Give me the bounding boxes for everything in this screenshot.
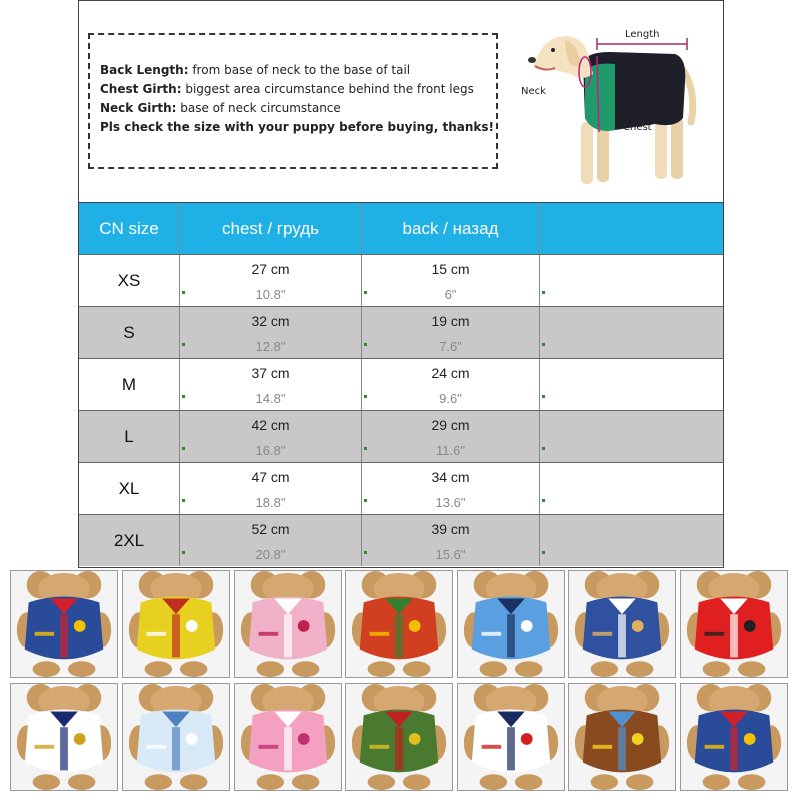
chest-cm: 47 cm [251, 469, 290, 485]
chest-cm: 52 cm [251, 521, 290, 537]
empty-cell [540, 307, 723, 358]
size-label: M [79, 359, 180, 410]
product-thumbnail-sailor-shirt[interactable] [457, 683, 565, 791]
neck-girth-text: base of neck circumstance [176, 101, 341, 115]
back-cm: 34 cm [431, 469, 470, 485]
product-thumbnail-sheriff-shirt[interactable] [10, 570, 118, 678]
product-thumbnail-firefighter-shirt[interactable] [122, 570, 230, 678]
chest-cm: 27 cm [251, 261, 290, 277]
chest-cell [180, 359, 362, 410]
table-row [79, 462, 723, 514]
table-row [79, 306, 723, 358]
size-label: S [79, 307, 180, 358]
back-cm: 15 cm [431, 261, 470, 277]
product-thumbnail-nurse-shirt[interactable] [234, 683, 342, 791]
dog-shirt-icon [346, 684, 452, 790]
dog-shirt-icon [681, 571, 787, 677]
product-thumbnail-captain-shirt[interactable] [10, 683, 118, 791]
back-cm: 29 cm [431, 417, 470, 433]
chest-cell [180, 411, 362, 462]
neck-girth-line [100, 99, 494, 118]
header-chest: chest / грудь [180, 203, 362, 254]
product-thumbnail-pirate-shirt[interactable] [568, 683, 676, 791]
empty-cell [540, 359, 723, 410]
back-length-line [100, 61, 494, 80]
back-cm: 19 cm [431, 313, 470, 329]
chest-cm: 37 cm [251, 365, 290, 381]
product-thumbnail-soldier-shirt[interactable] [345, 570, 453, 678]
back-inch: 7.6" [439, 339, 462, 354]
table-row [79, 254, 723, 306]
dog-shirt-icon [569, 571, 675, 677]
empty-cell [540, 411, 723, 462]
header-empty [540, 203, 723, 254]
dog-shirt-icon [346, 571, 452, 677]
empty-cell [540, 463, 723, 514]
empty-cell [540, 255, 723, 306]
product-thumbnail-police-shirt[interactable] [457, 570, 565, 678]
table-row [79, 410, 723, 462]
back-cm: 39 cm [431, 521, 470, 537]
table-header-row [79, 203, 723, 254]
chest-inch: 14.8" [255, 391, 286, 406]
size-label: XS [79, 255, 180, 306]
dog-shirt-icon [569, 684, 675, 790]
dog-shirt-icon [681, 684, 787, 790]
measurement-guide-text [100, 61, 494, 137]
product-thumbnail-burger-shirt[interactable] [680, 570, 788, 678]
chest-cell [180, 307, 362, 358]
chest-inch: 20.8" [255, 547, 286, 562]
back-length-text: from base of neck to the base of tail [188, 63, 411, 77]
back-inch: 6" [444, 287, 457, 302]
product-thumbnail-cowboy-shirt[interactable] [680, 683, 788, 791]
dog-shirt-icon [458, 684, 564, 790]
neck-label: Neck [521, 86, 546, 97]
product-thumbnail-chef-shirt[interactable] [234, 570, 342, 678]
chest-inch: 12.8" [255, 339, 286, 354]
size-label: XL [79, 463, 180, 514]
back-inch: 9.6" [439, 391, 462, 406]
back-cell [362, 359, 540, 410]
dog-shirt-icon [11, 571, 117, 677]
product-thumbnail-guitar-shirt[interactable] [568, 570, 676, 678]
dog-shirt-icon [123, 684, 229, 790]
table-row [79, 358, 723, 410]
dog-measurement-diagram [515, 22, 715, 197]
back-cell [362, 255, 540, 306]
back-cell [362, 515, 540, 566]
back-length-label: Back Length: [100, 63, 189, 77]
chest-inch: 10.8" [255, 287, 286, 302]
back-inch: 13.6" [435, 495, 466, 510]
product-thumbnail-army-shirt[interactable] [345, 683, 453, 791]
chest-inch: 16.8" [255, 443, 286, 458]
header-cn-size: CN size [79, 203, 180, 254]
back-inch: 15.6" [435, 547, 466, 562]
chest-inch: 18.8" [255, 495, 286, 510]
header-back: back / назад [362, 203, 540, 254]
dog-shirt-icon [458, 571, 564, 677]
chest-cell [180, 515, 362, 566]
dog-shirt-icon [235, 571, 341, 677]
product-thumbnail-grid [10, 570, 790, 795]
back-inch: 11.6" [436, 443, 465, 458]
size-chart-table [78, 202, 724, 568]
chest-cell [180, 463, 362, 514]
dog-shirt-icon [123, 571, 229, 677]
product-thumbnail-doctor-shirt[interactable] [122, 683, 230, 791]
chest-cm: 42 cm [251, 417, 290, 433]
back-cell [362, 411, 540, 462]
neck-girth-label: Neck Girth: [100, 101, 177, 115]
back-cell [362, 463, 540, 514]
chest-girth-line [100, 80, 494, 99]
back-cm: 24 cm [431, 365, 470, 381]
chest-label: Chest [623, 122, 652, 133]
length-label: Length [625, 29, 660, 40]
size-label: L [79, 411, 180, 462]
dog-shirt-icon [11, 684, 117, 790]
chest-girth-label: Chest Girth: [100, 82, 182, 96]
size-check-note: Pls check the size with your puppy before buying, thanks! [100, 120, 495, 134]
table-row [79, 514, 723, 566]
size-label: 2XL [79, 515, 180, 566]
dog-shirt-icon [235, 684, 341, 790]
chest-cell [180, 255, 362, 306]
chest-girth-text: biggest area circumstance behind the front legs [181, 82, 474, 96]
back-cell [362, 307, 540, 358]
chest-cm: 32 cm [251, 313, 290, 329]
empty-cell [540, 515, 723, 566]
